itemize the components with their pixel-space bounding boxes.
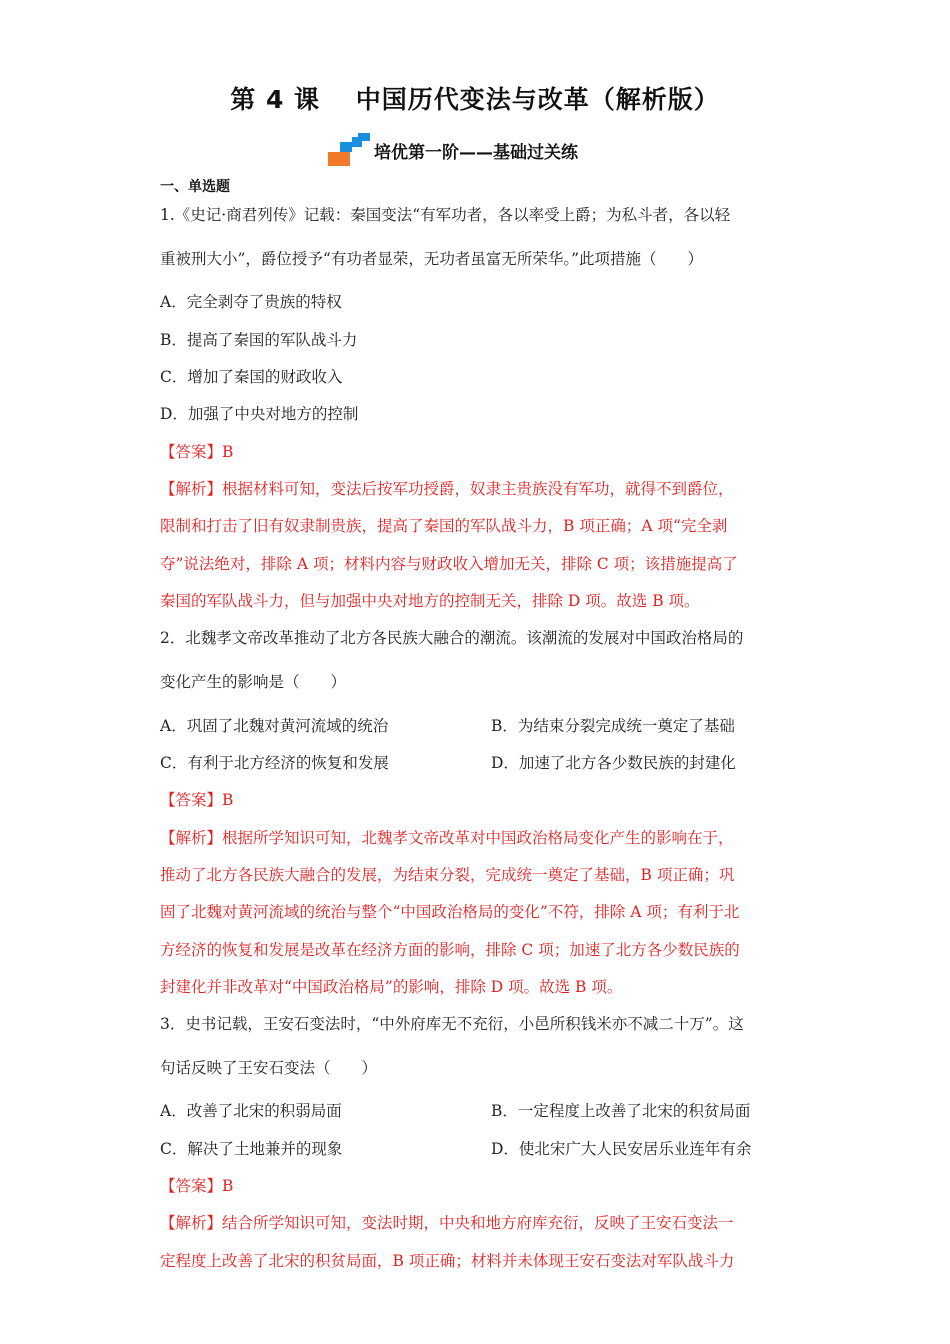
question-1-analysis-line: 【解析】根据材料可知，变法后按军功授爵，奴隶主贵族没有军功，就得不到爵位， (160, 480, 734, 498)
question-3-answer: 【答案】B (160, 1177, 234, 1195)
question-1-option-d: D．加强了中央对地方的控制 (160, 405, 359, 423)
question-2-option-d: D．加速了北方各少数民族的封建化 (491, 754, 736, 772)
question-3-option-a: A．改善了北宋的积弱局面 (160, 1102, 342, 1120)
question-2-option-a: A．巩固了北魏对黄河流域的统治 (160, 717, 389, 735)
page-title: 第 4 课 中国历代变法与改革（解析版） (230, 85, 720, 114)
question-3-option-c: C．解决了土地兼并的现象 (160, 1140, 343, 1158)
question-3-stem-line: 3．史书记载，王安石变法时，“中外府库无不充衍，小邑所积钱米亦不减二十万”。这 (160, 1015, 744, 1033)
question-1-analysis-line: 夺”说法绝对，排除 A 项；材料内容与财政收入增加无关，排除 C 项；该措施提高了 (160, 555, 738, 573)
question-1-option-b: B．提高了秦国的军队战斗力 (160, 331, 358, 349)
question-1-stem-line: 1.《史记·商君列传》记载：秦国变法“有军功者，各以率受上爵；为私斗者，各以轻 (160, 206, 731, 224)
question-2-analysis-line: 方经济的恢复和发展是改革在经济方面的影响，排除 C 项；加速了北方各少数民族的 (160, 941, 740, 959)
question-3-option-d: D．使北宋广大人民安居乐业连年有余 (491, 1140, 752, 1158)
question-2-analysis-line: 【解析】根据所学知识可知，北魏孝文帝改革对中国政治格局变化产生的影响在于， (160, 829, 734, 847)
question-1-option-a: A．完全剥夺了贵族的特权 (160, 293, 342, 311)
question-1-analysis-line: 限制和打击了旧有奴隶制贵族，提高了秦国的军队战斗力，B 项正确；A 项“完全剥 (160, 517, 728, 535)
question-2-stem-line: 变化产生的影响是（ ） (160, 673, 347, 691)
question-3-stem-line: 句话反映了王安石变法（ ） (160, 1059, 378, 1077)
question-2-analysis-line: 固了北魏对黄河流域的统治与整个“中国政治格局的变化”不符，排除 A 项；有利于北 (160, 903, 740, 921)
question-2-analysis-line: 推动了北方各民族大融合的发展，为结束分裂，完成统一奠定了基础，B 项正确；巩 (160, 866, 735, 884)
subtitle: 培优第一阶——基础过关练 (374, 143, 578, 163)
question-1-option-c: C．增加了秦国的财政收入 (160, 368, 343, 386)
question-3-analysis-line: 定程度上改善了北宋的积贫局面，B 项正确；材料并未体现王安石变法对军队战斗力 (160, 1252, 735, 1270)
question-1-analysis-line: 秦国的军队战斗力，但与加强中央对地方的控制无关，排除 D 项。故选 B 项。 (160, 592, 700, 610)
question-1-answer: 【答案】B (160, 443, 234, 461)
stair-blocks-icon (328, 133, 372, 167)
question-2-option-b: B．为结束分裂完成统一奠定了基础 (491, 717, 735, 735)
section-title: 一、单选题 (160, 179, 230, 195)
question-2-answer: 【答案】B (160, 791, 234, 809)
question-3-analysis-line: 【解析】结合所学知识可知，变法时期，中央和地方府库充衍，反映了王安石变法一 (160, 1214, 734, 1232)
question-1-stem-line: 重被刑大小”，爵位授予“有功者显荣，无功者虽富无所荣华。”此项措施（ ） (160, 250, 704, 268)
question-2-stem-line: 2．北魏孝文帝改革推动了北方各民族大融合的潮流。该潮流的发展对中国政治格局的 (160, 629, 744, 647)
question-3-option-b: B．一定程度上改善了北宋的积贫局面 (491, 1102, 751, 1120)
question-2-option-c: C．有利于北方经济的恢复和发展 (160, 754, 389, 772)
subtitle-row (328, 127, 578, 167)
question-2-analysis-line: 封建化并非改革对“中国政治格局”的影响，排除 D 项。故选 B 项。 (160, 978, 623, 996)
